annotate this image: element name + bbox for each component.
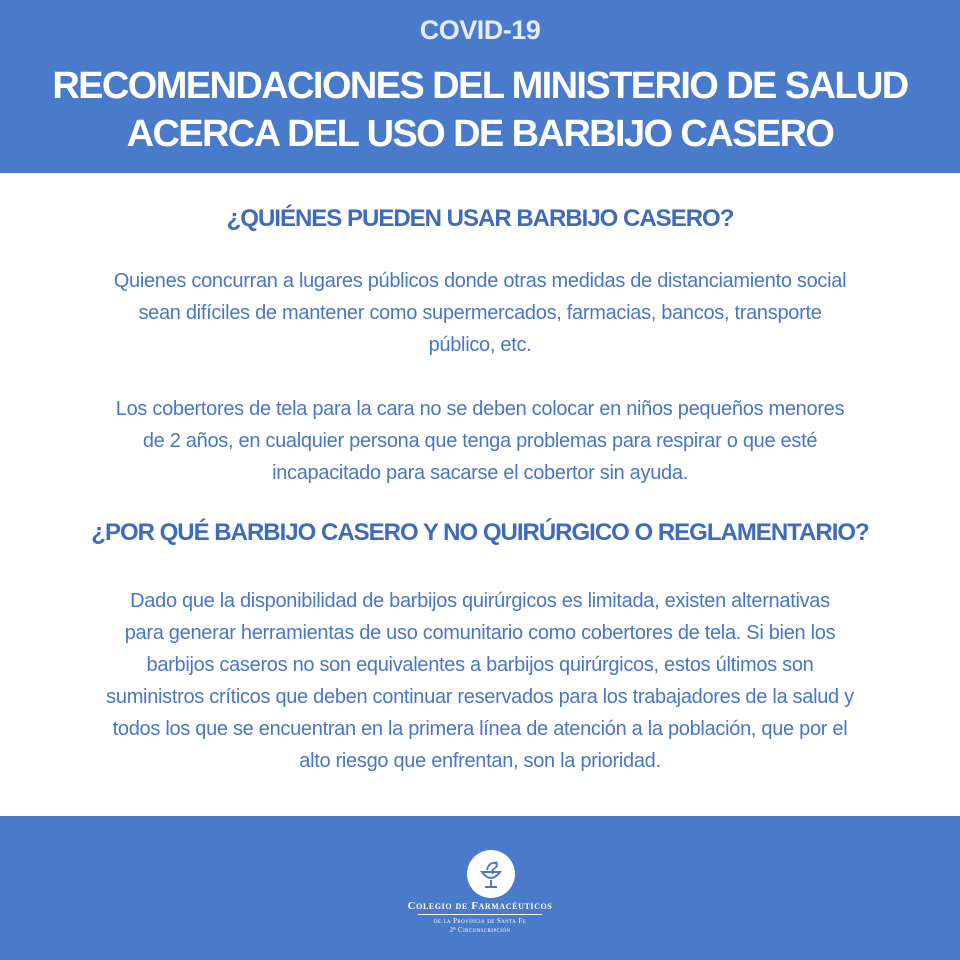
title-line-2: ACERCA DEL USO DE BARBIJO CASERO (126, 113, 834, 155)
paragraph-who-2 (40, 393, 920, 489)
title-line-1: RECOMENDACIONES DEL MINISTERIO DE SALUD (52, 65, 908, 107)
org-circunscripcion: 2ª Circunscripción (449, 926, 511, 934)
section-heading-who: ¿QUIÉNES PUEDEN USAR BARBIJO CASERO? (226, 205, 734, 232)
org-province: de la Provincia de Santa Fe (433, 917, 527, 925)
org-name: Colegio de Farmacéuticos (407, 900, 553, 912)
text-line: para generar herramientas de uso comunitario como cobertores de tela. Si bien los (124, 622, 836, 644)
text-line: sean difíciles de mantener como supermercados, farmacias, bancos, transporte (138, 302, 822, 324)
header-banner (0, 0, 960, 173)
text-line: alto riesgo que enfrentan, son la prioridad. (299, 750, 661, 772)
text-line: incapacitado para sacarse el cobertor sin ayuda. (272, 462, 688, 484)
text-line: Dado que la disponibilidad de barbijos quirúrgicos es limitada, existen alternativas (130, 590, 830, 612)
paragraph-why (40, 585, 920, 777)
text-line: todos los que se encuentran en la primera línea de atención a la población, que por el (112, 718, 848, 740)
text-line: Quienes concurran a lugares públicos donde otras medidas de distanciamiento social (113, 270, 847, 292)
text-line: público, etc. (428, 334, 532, 356)
text-line: barbijos caseros no son equivalentes a barbijos quirúrgicos, estos últimos son (146, 654, 814, 676)
content-area (0, 173, 960, 816)
footer-banner (0, 816, 960, 960)
section-heading-why: ¿POR QUÉ BARBIJO CASERO Y NO QUIRÚRGICO O REGLAMENTARIO? (91, 519, 869, 546)
text-line: de 2 años, en cualquier persona que tenga problemas para respirar o que esté (142, 430, 818, 452)
pharmacy-cup-serpent-icon (467, 850, 515, 898)
text-line: Los cobertores de tela para la cara no se deben colocar en niños pequeños menores (115, 398, 845, 420)
covid-tag: COVID-19 (419, 15, 541, 45)
org-divider (418, 914, 542, 915)
page-title (0, 62, 960, 158)
paragraph-who-1 (40, 265, 920, 361)
text-line: suministros críticos que deben continuar reservados para los trabajadores de la salud y (106, 686, 854, 708)
